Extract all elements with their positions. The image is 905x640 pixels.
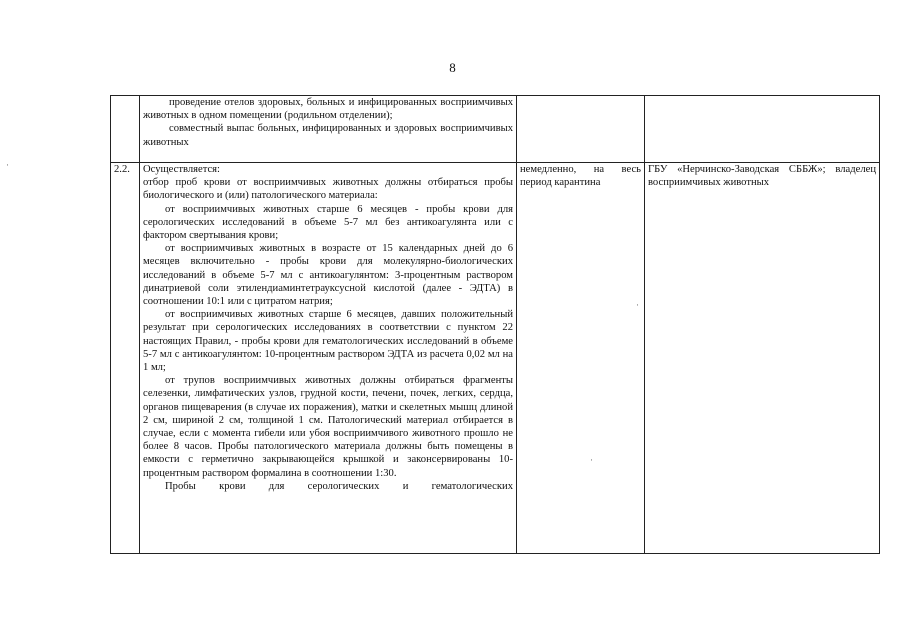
table-row [111, 163, 880, 554]
paragraph: от трупов восприимчивых животных должны отбираться фрагменты селезенки, лимфатических узлов, грудной кости, печени, почек, легких, сердца, органов пищеварения (в случае их поражения), матки и скелетных мышц длиной 2 см, шириной 2 см, толщиной 1 см. Патологический материал отбирается в случае, если с момента гибели или убоя восприимчивого животного прошло не более 8 часов. Пробы патологического материала должны быть помещены в емкости с герметично закрывающейся крышкой и законсервированы 10-процентным раствором формалина в соотношении 1:30. [143, 375, 513, 479]
scan-speck: · [6, 160, 9, 170]
paragraph: проведение отелов здоровых, больных и инфицированных восприимчивых животных в одном помещении (родильном отделении); [143, 97, 513, 122]
paragraph: отбор проб крови от восприимчивых животных должны отбираться пробы биологического и (или) патологического материала: [143, 177, 513, 202]
measures-table [110, 95, 880, 554]
item-number-cell [111, 96, 140, 163]
paragraph: от восприимчивых животных в возрасте от 15 календарных дней до 6 месяцев включительно - пробы крови для молекулярно-биологических исследований в объеме 5-7 мл с антикоагулянтом: 3-процентным раствором динатриевой соли этилендиаминтетрауксусной кислотой (далее - ЭДТА) в соотношении 10:1 или с цитратом натрия; [143, 243, 513, 308]
scan-speck: · [636, 300, 639, 310]
term-text: немедленно, на весь период карантина [520, 164, 641, 189]
measure-text-cell [140, 96, 517, 163]
paragraph: от восприимчивых животных старше 6 месяцев, давших положительный результат при серологических исследованиях в соответствии с пунктом 22 настоящих Правил, - пробы крови для гематологических исследований в объеме 5-7 мл с антикоагулянтом: 10-процентным раствором ЭДТА из расчета 0,02 мл на 1 мл; [143, 309, 513, 374]
measure-text-cell [140, 163, 517, 554]
responsible-cell [645, 96, 880, 163]
scan-speck: · [590, 455, 593, 465]
responsible-cell [645, 163, 880, 554]
term-cell [517, 163, 645, 554]
paragraph: совместный выпас больных, инфицированных и здоровых восприимчивых животных [143, 123, 513, 148]
paragraph: Пробы крови для серологических и гематологических [165, 480, 513, 492]
paragraph: от восприимчивых животных старше 6 месяцев - пробы крови для серологических исследований в объеме 5-7 мл без антикоагулянта или с фактором свертывания крови; [143, 203, 513, 242]
table-row [111, 96, 880, 163]
term-cell [517, 96, 645, 163]
page-number: 8 [449, 60, 456, 75]
responsible-text: ГБУ «Нерчинско-Заводская СББЖ»; владелец восприимчивых животных [648, 164, 876, 189]
paragraph-title: Осуществляется: [143, 164, 220, 175]
item-number-cell: 2.2. [111, 163, 140, 554]
